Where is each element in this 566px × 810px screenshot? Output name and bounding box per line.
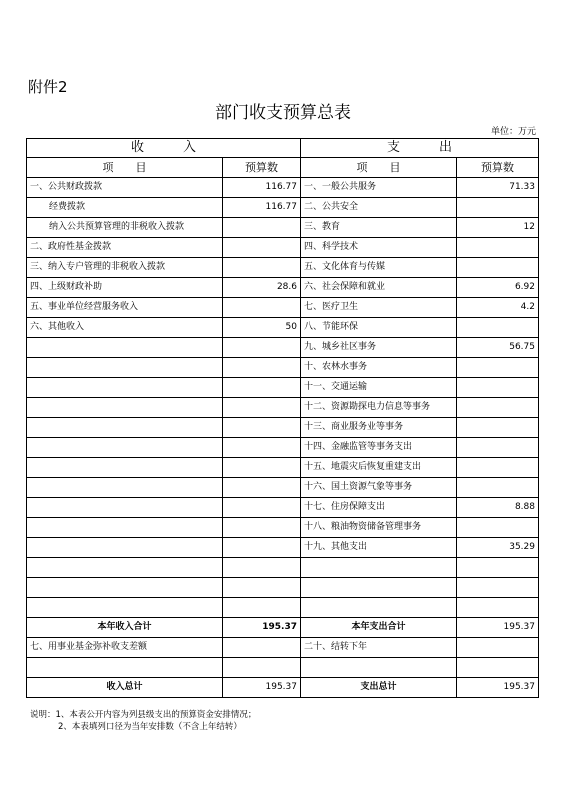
income-item-cell (27, 578, 223, 598)
income-item-cell (27, 598, 223, 618)
note-2: 2、本表填列口径为当年安排数（不含上年结转） (58, 722, 242, 732)
expense-item-cell: 九、城乡社区事务 (301, 338, 457, 358)
income-item-cell (27, 498, 223, 518)
income-item-cell (27, 518, 223, 538)
expense-value-cell (457, 238, 539, 258)
income-value-cell (223, 378, 301, 398)
table-row (27, 198, 539, 218)
expense-grand-total-label: 支出总计 (301, 678, 457, 698)
expense-item-cell: 七、医疗卫生 (301, 298, 457, 318)
table-row (27, 598, 539, 618)
note-1: 说明：1、本表公开内容为列县级支出的预算资金安排情况； (30, 710, 257, 720)
expense-item-cell: 一、一般公共服务 (301, 178, 457, 198)
expense-item-header: 项 目 (301, 158, 457, 178)
income-value-cell (223, 338, 301, 358)
income-value-cell (223, 518, 301, 538)
unit-label: 单位：万元 (490, 127, 536, 137)
attachment-label: 附件2 (28, 78, 68, 96)
income-value-cell (223, 458, 301, 478)
table-row (27, 458, 539, 478)
income-value-cell (223, 438, 301, 458)
expense-item-cell: 四、科学技术 (301, 238, 457, 258)
income-item-cell (27, 458, 223, 478)
expense-value-cell: 6.92 (457, 278, 539, 298)
expense-value-cell (457, 198, 539, 218)
table-row (27, 318, 539, 338)
expense-item-cell: 六、社会保障和就业 (301, 278, 457, 298)
income-grand-total-value: 195.37 (223, 678, 301, 698)
income-item-cell (27, 438, 223, 458)
table-header-row (27, 139, 539, 158)
income-value-cell (223, 558, 301, 578)
table-row (27, 178, 539, 198)
income-item-cell (27, 378, 223, 398)
income-item-cell: 纳入公共预算管理的非税收入拨款 (27, 218, 223, 238)
expense-item-cell: 十七、住房保障支出 (301, 498, 457, 518)
expense-value-cell (457, 358, 539, 378)
income-item-header: 项 目 (27, 158, 223, 178)
income-item-cell (27, 338, 223, 358)
expense-value-cell (457, 658, 539, 678)
expense-value-cell (457, 458, 539, 478)
expense-value-cell: 35.29 (457, 538, 539, 558)
income-item-cell: 二、政府性基金拨款 (27, 238, 223, 258)
table-row (27, 658, 539, 678)
income-item-cell: 经费拨款 (27, 198, 223, 218)
income-item-cell (27, 538, 223, 558)
year-income-total-value: 195.37 (223, 618, 301, 638)
expense-value-cell (457, 598, 539, 618)
income-value-cell (223, 658, 301, 678)
expense-item-cell: 五、文化体育与传媒 (301, 258, 457, 278)
income-item-cell (27, 558, 223, 578)
income-item-cell (27, 658, 223, 678)
expense-item-cell: 十四、金融监管等事务支出 (301, 438, 457, 458)
income-value-cell (223, 298, 301, 318)
expense-item-cell (301, 658, 457, 678)
income-item-cell (27, 478, 223, 498)
income-value-cell (223, 398, 301, 418)
expense-grand-total-value: 195.37 (457, 678, 539, 698)
expense-item-cell (301, 598, 457, 618)
income-value-cell: 116.77 (223, 198, 301, 218)
income-budget-header: 预算数 (223, 158, 301, 178)
expense-item-cell: 三、教育 (301, 218, 457, 238)
expense-item-cell: 十九、其他支出 (301, 538, 457, 558)
expense-value-cell: 56.75 (457, 338, 539, 358)
expense-value-cell (457, 478, 539, 498)
expense-value-cell: 8.88 (457, 498, 539, 518)
income-value-cell (223, 498, 301, 518)
table-row (27, 358, 539, 378)
income-item-cell: 四、上级财政补助 (27, 278, 223, 298)
table-row (27, 438, 539, 458)
expense-value-cell (457, 318, 539, 338)
income-value-cell (223, 598, 301, 618)
income-value-cell (223, 638, 301, 658)
expense-header: 支 出 (301, 139, 539, 158)
income-value-cell (223, 418, 301, 438)
grand-total-row (27, 678, 539, 698)
income-value-cell (223, 358, 301, 378)
income-value-cell (223, 578, 301, 598)
income-item-cell (27, 418, 223, 438)
income-item-cell: 一、公共财政拨款 (27, 178, 223, 198)
budget-table (26, 138, 539, 698)
table-row (27, 378, 539, 398)
table-row (27, 478, 539, 498)
expense-item-cell: 十三、商业服务业等事务 (301, 418, 457, 438)
table-row (27, 638, 539, 658)
expense-item-cell (301, 558, 457, 578)
expense-value-cell (457, 378, 539, 398)
expense-item-cell: 十二、资源勘探电力信息等事务 (301, 398, 457, 418)
expense-value-cell (457, 418, 539, 438)
expense-item-cell: 十、农林水事务 (301, 358, 457, 378)
table-row (27, 538, 539, 558)
income-value-cell (223, 238, 301, 258)
expense-item-cell (301, 578, 457, 598)
page-title: 部门收支预算总表 (215, 103, 351, 123)
table-row (27, 398, 539, 418)
income-value-cell (223, 538, 301, 558)
expense-value-cell (457, 398, 539, 418)
table-row (27, 298, 539, 318)
notes (30, 709, 256, 733)
expense-value-cell (457, 638, 539, 658)
expense-value-cell (457, 438, 539, 458)
table-row (27, 278, 539, 298)
table-row (27, 218, 539, 238)
income-value-cell (223, 478, 301, 498)
income-value-cell (223, 218, 301, 238)
income-value-cell: 28.6 (223, 278, 301, 298)
income-grand-total-label: 收入总计 (27, 678, 223, 698)
table-row (27, 238, 539, 258)
expense-item-cell: 八、节能环保 (301, 318, 457, 338)
expense-item-cell: 二、公共安全 (301, 198, 457, 218)
expense-value-cell (457, 258, 539, 278)
table-row (27, 558, 539, 578)
expense-item-cell: 十一、交通运输 (301, 378, 457, 398)
income-value-cell: 50 (223, 318, 301, 338)
expense-item-cell: 十五、地震灾后恢复重建支出 (301, 458, 457, 478)
table-row (27, 338, 539, 358)
expense-value-cell: 4.2 (457, 298, 539, 318)
income-header: 收 入 (27, 139, 301, 158)
expense-value-cell (457, 518, 539, 538)
income-value-cell (223, 258, 301, 278)
income-item-cell: 六、其他收入 (27, 318, 223, 338)
income-item-cell (27, 358, 223, 378)
table-row (27, 578, 539, 598)
income-item-cell: 五、事业单位经营服务收入 (27, 298, 223, 318)
table-row (27, 518, 539, 538)
expense-value-cell: 12 (457, 218, 539, 238)
year-expense-total-value: 195.37 (457, 618, 539, 638)
expense-item-cell: 十六、国土资源气象等事务 (301, 478, 457, 498)
year-expense-total-label: 本年支出合计 (301, 618, 457, 638)
income-item-cell: 三、纳入专户管理的非税收入拨款 (27, 258, 223, 278)
expense-item-cell: 十八、粮油物资储备管理事务 (301, 518, 457, 538)
income-item-cell (27, 398, 223, 418)
table-subheader-row (27, 158, 539, 178)
year-income-total-label: 本年收入合计 (27, 618, 223, 638)
table-row (27, 498, 539, 518)
year-total-row (27, 618, 539, 638)
expense-value-cell (457, 558, 539, 578)
table-row (27, 418, 539, 438)
expense-budget-header: 预算数 (457, 158, 539, 178)
income-value-cell: 116.77 (223, 178, 301, 198)
expense-item-cell: 二十、结转下年 (301, 638, 457, 658)
expense-value-cell: 71.33 (457, 178, 539, 198)
income-item-cell: 七、用事业基金弥补收支差额 (27, 638, 223, 658)
expense-value-cell (457, 578, 539, 598)
table-row (27, 258, 539, 278)
